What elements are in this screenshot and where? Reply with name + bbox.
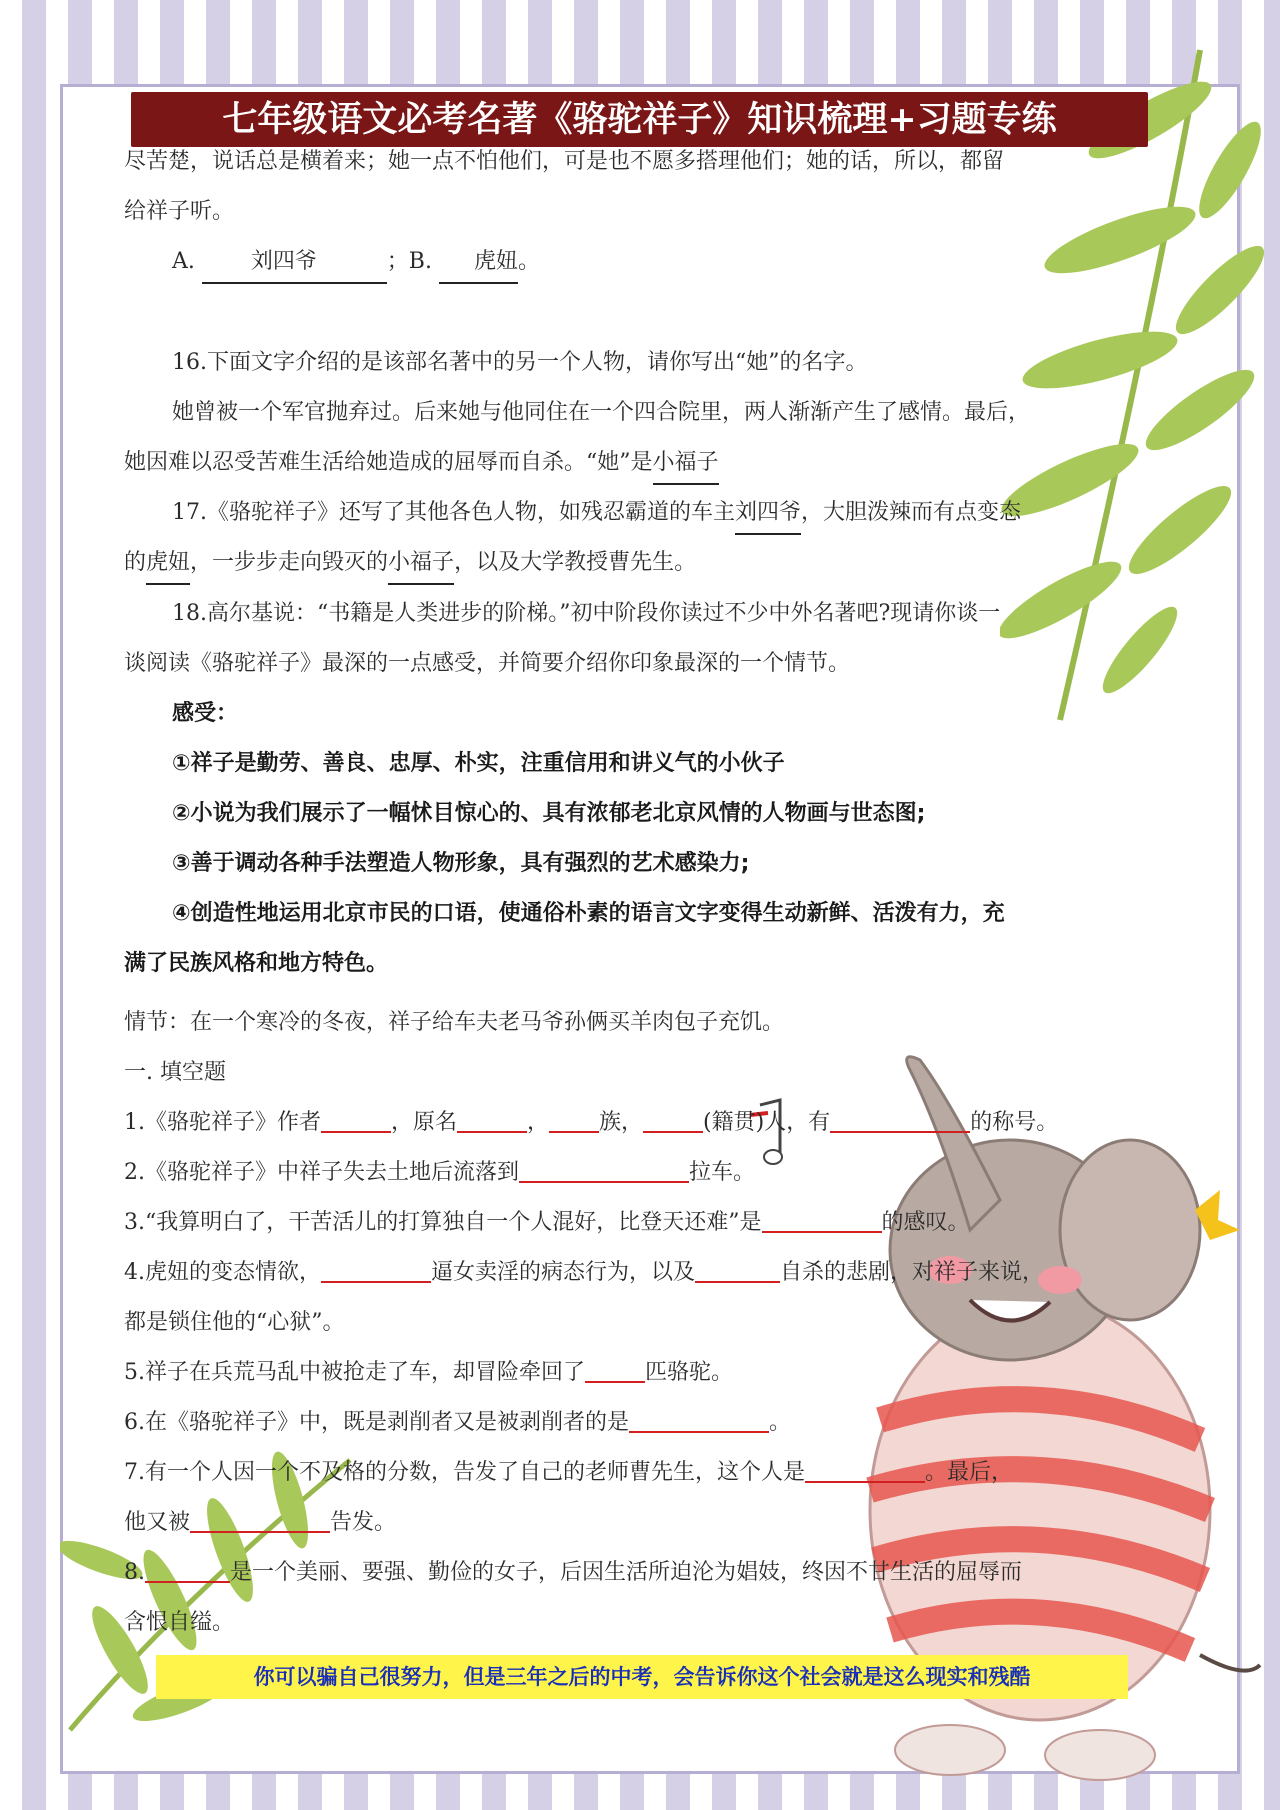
- answer-17-c: 小福子: [388, 543, 454, 585]
- feeling-point-4-cont: 满了民族风格和地方特色。: [124, 951, 389, 976]
- feeling-point-3: ③善于调动各种手法塑造人物形象，具有强烈的艺术感染力;: [172, 851, 750, 876]
- fill-question-4: 4.虎妞的变态情欲， 逼女卖淫的病态行为，以及 自杀的悲剧，对祥子来说，: [124, 1253, 1044, 1293]
- fill-question-6: 6.在《骆驼祥子》中，既是剥削者又是被剥削者的是 。: [124, 1403, 791, 1443]
- answer-a-label: A.: [172, 249, 195, 274]
- section-heading: 一. 填空题: [124, 1060, 226, 1085]
- answer-16: 小福子: [653, 443, 719, 485]
- fill-question-5: 5.祥子在兵荒马乱中被抢走了车，却冒险牵回了 匹骆驼。: [124, 1353, 733, 1393]
- answer-b: 虎妞: [439, 242, 518, 284]
- intro-answers: A. 刘四爷 ；B. 虎妞。: [172, 242, 540, 284]
- fill-question-8-cont: 含恨自缢。: [124, 1610, 235, 1635]
- fill-question-3: 3.“我算明白了，干苦活儿的打算独自一个人混好，比登天还难”是 的感叹。: [124, 1203, 970, 1243]
- page-title: 七年级语文必考名著《骆驼祥子》知识梳理+习题专练: [131, 92, 1148, 147]
- answer-17-a: 刘四爷: [735, 493, 801, 535]
- fill-question-8: 8. 是一个美丽、要强、勤俭的女子，后因生活所迫沦为娼妓，终因不甘生活的屈辱而: [124, 1553, 1022, 1593]
- question-16-body-1: 她曾被一个军官抛弃过。后来她与他同住在一个四合院里，两人渐渐产生了感情。最后，: [172, 400, 1031, 425]
- answer-a: 刘四爷: [202, 242, 387, 284]
- question-16-body-2: 她因难以忍受苦难生活给她造成的屈辱而自杀。“她”是小福子: [124, 443, 719, 485]
- feeling-point-2: ②小说为我们展示了一幅怵目惊心的、具有浓郁老北京风情的人物画与世态图;: [172, 801, 926, 826]
- motivational-banner: 你可以骗自己很努力，但是三年之后的中考，会告诉你这个社会就是这么现实和残酷: [156, 1655, 1128, 1699]
- plot-text: 情节：在一个寒冷的冬夜，祥子给车夫老马爷孙俩买羊肉包子充饥。: [124, 1010, 785, 1035]
- feeling-point-4: ④创造性地运用北京市民的口语，使通俗朴素的语言文字变得生动新鲜、活泼有力，充: [172, 901, 1005, 926]
- fill-question-1: 1.《骆驼祥子》作者 ，原名 ， 族， (籍贯)人，有 的称号。: [124, 1103, 1058, 1143]
- feeling-point-1: ①祥子是勤劳、善良、忠厚、朴实，注重信用和讲义气的小伙子: [172, 751, 785, 776]
- question-18-line-1: 18.高尔基说：“书籍是人类进步的阶梯。”初中阶段你读过不少中外名著吧?现请你谈一: [172, 601, 1001, 626]
- question-16: 16.下面文字介绍的是该部名著中的另一个人物，请你写出“她”的名字。: [172, 350, 868, 375]
- fill-question-7: 7.有一个人因一个不及格的分数，告发了自己的老师曹先生，这个人是 。最后，: [124, 1453, 1013, 1493]
- fill-question-7-cont: 他又被 告发。: [124, 1503, 396, 1543]
- question-18-line-2: 谈阅读《骆驼祥子》最深的一点感受，并简要介绍你印象最深的一个情节。: [124, 651, 851, 676]
- intro-line-1: 尽苦楚，说话总是横着来；她一点不怕他们，可是也不愿多搭理他们；她的话，所以，都留: [124, 149, 1005, 174]
- answer-17-b: 虎妞: [146, 543, 190, 585]
- question-17-line-2: 的虎妞，一步步走向毁灭的小福子，以及大学教授曹先生。: [124, 543, 696, 585]
- question-17-line-1: 17.《骆驼祥子》还写了其他各色人物，如残忍霸道的车主刘四爷，大胆泼辣而有点变态: [172, 493, 1021, 535]
- intro-line-2: 给祥子听。: [124, 199, 235, 224]
- feeling-label: 感受：: [172, 701, 239, 726]
- fill-question-2: 2.《骆驼祥子》中祥子失去土地后流落到 拉车。: [124, 1153, 755, 1193]
- answer-separator: ；B.: [386, 249, 432, 274]
- fill-question-4-cont: 都是锁住他的“心狱”。: [124, 1310, 345, 1335]
